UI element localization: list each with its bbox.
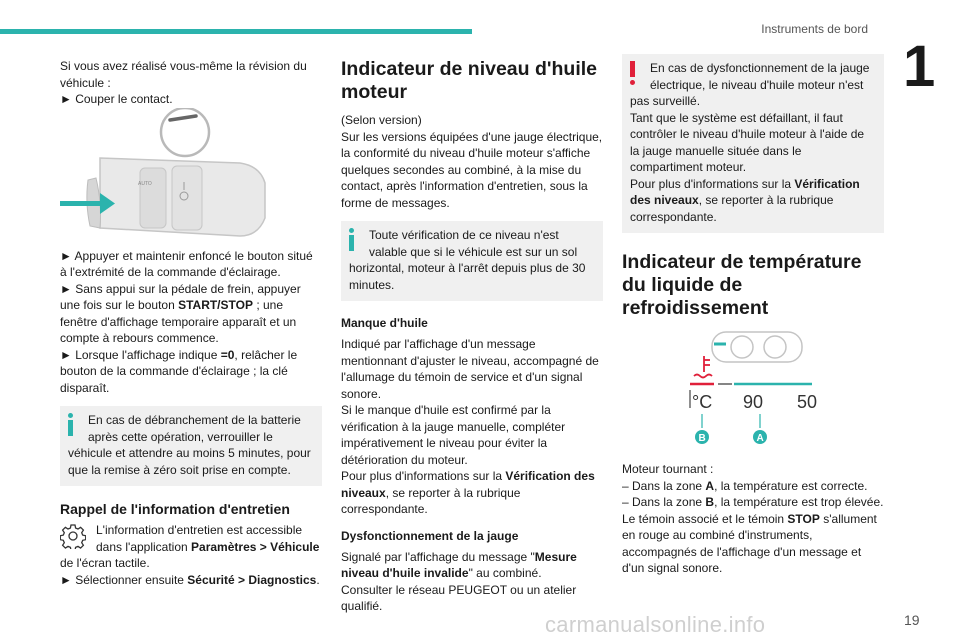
lighting-stalk-icon — [87, 158, 265, 236]
note-line: Toute vérification de ce niveau n'est — [369, 228, 559, 242]
step-relacher: ► Lorsque l'affichage indique =0, relâcher le bouton de la commande d'éclairage ; la clé disparaît. — [60, 347, 298, 395]
watermark: carmanualsonline.info — [545, 612, 766, 637]
info-icon — [345, 227, 359, 253]
page-number: 19 — [904, 612, 920, 628]
zone-a-text: – Dans la zone A, la température est correcte. — [622, 478, 868, 493]
chapter-number: 1 — [903, 34, 936, 99]
step-couper: ► Couper le contact. — [60, 92, 173, 106]
zone-b-text: – Dans la zone B, la température est trop élevée. Le témoin associé et le témoin STOP s'allument en rouge au combiné d'instruments, accompagnés de l'affichage d'un message et d'un signal sonore. — [622, 495, 884, 575]
rappel-text: L'information d'entretien est accessible dans l'application Paramètres > Véhicule — [60, 522, 322, 555]
info-note-battery — [60, 406, 322, 486]
heading-manque-huile: Manque d'huile — [341, 316, 428, 330]
column-left — [60, 58, 322, 588]
note-text: horizontal, moteur à l'arrêt depuis plus de 30 minutes. — [349, 261, 586, 292]
note-line: après cette opération, verrouiller le — [88, 429, 273, 444]
warning-note-jauge — [622, 54, 884, 233]
svg-text:AUTO: AUTO — [138, 180, 152, 187]
dysf-text-2: Consulter le réseau PEUGEOT ou un atelier qualifié. — [341, 582, 577, 613]
moteur-tournant: Moteur tournant : — [622, 462, 714, 476]
zone-a-label: A — [756, 433, 764, 444]
manque-text-1: Indiqué par l'affichage d'un message mentionnant d'ajuster le niveau, accompagné de l'allumage du témoin de service et d'un signal sonore. — [341, 337, 599, 401]
column-right — [622, 58, 884, 577]
note-line: En cas de débranchement de la batterie — [88, 413, 301, 427]
step-start-stop: ► Sans appui sur la pédale de frein, appuyer une fois sur le bouton START/STOP ; une fenêtre d'affichage temporaire apparaît et un compte à rebours commence. — [60, 281, 301, 345]
info-icon — [64, 412, 78, 438]
heading-oil-level: Indicateur de niveau d'huile moteur — [341, 58, 598, 103]
tick-label-90: 90 — [743, 392, 764, 412]
instrument-cluster-icon — [712, 332, 802, 362]
intro-text: Si vous avez réalisé vous-même la révision du véhicule : — [60, 59, 307, 90]
note-line: électrique, le niveau d'huile moteur n'est — [650, 77, 864, 92]
note-text: Tant que le système est défaillant, il faut contrôler le niveau d'huile moteur à l'aide de la jauge manuelle située dans le compartiment moteur. — [630, 110, 865, 174]
step-selectionner: ► Sélectionner ensuite Sécurité > Diagnostics. — [60, 572, 320, 587]
header-accent-bar — [0, 29, 472, 34]
note-line: valable que si le véhicule est sur un sol — [369, 244, 578, 259]
coolant-temperature-icon — [694, 356, 712, 378]
manque-text-3: Pour plus d'informations sur la Vérification des niveaux, se reporter à la rubrique correspondante. — [341, 469, 595, 516]
oil-para: Sur les versions équipées d'une jauge électrique, la conformité du niveau d'huile moteur s'affiche quelques secondes au combiné, à la mise du contact, après l'information d'entretien, sous la forme de messages. — [341, 129, 603, 210]
zone-b-label: B — [698, 433, 706, 444]
step-appuyer: ► Appuyer et maintenir enfoncé le bouton situé à l'extrémité de la commande d'éclairage. — [60, 248, 313, 279]
note-text: pas surveillé. — [630, 94, 701, 108]
gear-icon — [60, 523, 86, 549]
warning-icon — [626, 60, 640, 88]
heading-coolant-temp: Indicateur de température du liquide de refroidissement — [622, 251, 862, 319]
selon-version: (Selon version) — [341, 113, 422, 127]
note-text: véhicule et attendre au moins 5 minutes, pour que la remise à zéro soit prise en compte. — [68, 446, 311, 477]
lighting-stalk-figure — [60, 108, 322, 248]
unit-label: °C — [692, 392, 713, 412]
tick-label-50: 50 — [797, 392, 818, 412]
manque-text-2: Si le manque d'huile est confirmé par la vérification à la jauge manuelle, compléter impérativement le niveau pour éviter la détérioration du moteur. — [341, 403, 566, 467]
dysf-text-1: Signalé par l'affichage du message "Mesure niveau d'huile invalide" au combiné. — [341, 549, 577, 580]
heading-rappel: Rappel de l'information d'entretien — [60, 501, 290, 517]
info-note-verification — [341, 221, 603, 301]
note-line: En cas de dysfonctionnement de la jauge — [650, 61, 870, 75]
steering-wheel-icon — [161, 108, 209, 156]
note-text: Pour plus d'informations sur la Vérification des niveaux, se reporter à la rubrique correspondante. — [630, 176, 860, 224]
rappel-ecran: de l'écran tactile. — [60, 556, 150, 570]
coolant-gauge-figure — [622, 328, 884, 453]
heading-dysfonctionnement: Dysfonctionnement de la jauge — [341, 528, 519, 543]
section-title: Instruments de bord — [761, 22, 868, 36]
column-middle — [341, 58, 603, 615]
